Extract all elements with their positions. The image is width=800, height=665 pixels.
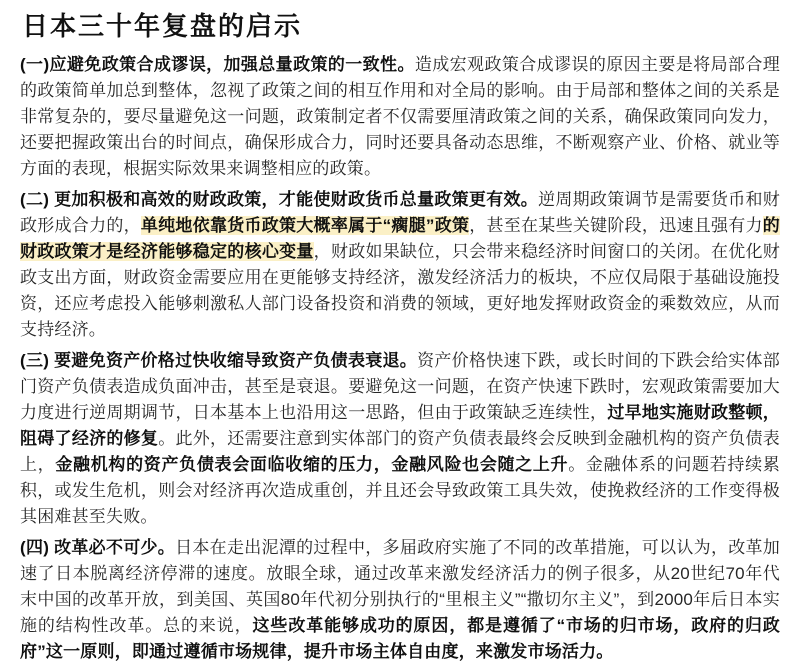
text-run-highlighted: 的财政政策才是经济能够稳定的核心变量 bbox=[20, 216, 780, 261]
text-run-bold: 过早地实施财政整顿，阻碍了经济的修复 bbox=[20, 403, 780, 448]
article-body bbox=[20, 52, 780, 665]
paragraph-2 bbox=[20, 187, 780, 343]
paragraph-3 bbox=[20, 348, 780, 530]
text-run: ，甚至在某些关键阶段，迅速且强有力 bbox=[469, 216, 763, 235]
text-run: 造成宏观政策合成谬误的原因主要是将局部合理的政策简单加总到整体，忽视了政策之间的相互作用和对全局的影响。由于局部和整体之间的关系是非常复杂的，要尽量避免这一问题，政策制定者不仅需要厘清政策之间的关系，确保政策同向发力，还要把握政策出台的时间点，确保形成合力，同时还要具备动态思维，不断观察产业、价格、就业等方面的表现，根据实际效果来调整相应的政策。 bbox=[20, 55, 781, 178]
text-run-bold: (四) 改革必不可少。 bbox=[20, 538, 176, 557]
text-run-bold: (三) 要避免资产价格过快收缩导致资产负债表衰退。 bbox=[20, 351, 418, 370]
text-run: 资产价格快速下跌，或长时间的下跌会给实体部门资产负债表造成负面冲击，甚至是衰退。要避免这一问题，在资产快速下跌时，宏观政策需要加大力度进行逆周期调节，日本基本上也沿用这一思路，但由于政策缺乏连续性， bbox=[20, 351, 780, 422]
text-run: 。金融体系的问题若持续累积，或发生危机，则会对经济再次造成重创，并且还会导致政策工具失效，使挽救经济的工作变得极其困难甚至失败。 bbox=[20, 455, 780, 526]
text-run: ，财政如果缺位，只会带来稳经济时间窗口的关闭。在优化财政支出方面，财政资金需要应用在更能够支持经济，激发经济活力的板块，不应仅局限于基础设施投资，还应考虑投入能够刺激私人部门设备投资和消费的领域，更好地发挥财政资金的乘数效应，从而支持经济。 bbox=[20, 242, 780, 339]
text-run: 逆周期政策调节是需要货币和财政形成合力的， bbox=[20, 190, 780, 235]
text-run-bold: (二) 更加积极和高效的财政政策，才能使财政货币总量政策更有效。 bbox=[20, 190, 539, 209]
text-run: 。此外，还需要注意到实体部门的资产负债表最终会反映到金融机构的资产负债表上， bbox=[20, 429, 780, 474]
paragraph-1 bbox=[20, 52, 780, 182]
text-run-bold: 金融机构的资产负债表会面临收缩的压力，金融风险也会随之上升 bbox=[55, 455, 569, 474]
page-title: 日本三十年复盘的启示 bbox=[22, 11, 303, 41]
text-run-bold: 这些改革能够成功的原因，都是遵循了“市场的归市场，政府的归政府”这一原则，即通过遵循市场规律，提升市场主体自由度，来激发市场活力。 bbox=[20, 616, 780, 661]
paragraph-4 bbox=[20, 535, 780, 665]
text-run-highlighted: 单纯地依靠货币政策大概率属于“瘸腿”政策 bbox=[140, 216, 470, 235]
text-run-bold: (一)应避免政策合成谬误，加强总量政策的一致性。 bbox=[20, 55, 415, 74]
text-run: 日本在走出泥潭的过程中，多届政府实施了不同的改革措施，可以认为，改革加速了日本脱离经济停滞的速度。放眼全球，通过改革来激发经济活力的例子很多，从20世纪70年代末中国的改革开放，到美国、英国80年代初分别执行的“里根主义”“撒切尔主义”，到2000年后日本实施的结构性改革。总的来说， bbox=[20, 538, 781, 635]
